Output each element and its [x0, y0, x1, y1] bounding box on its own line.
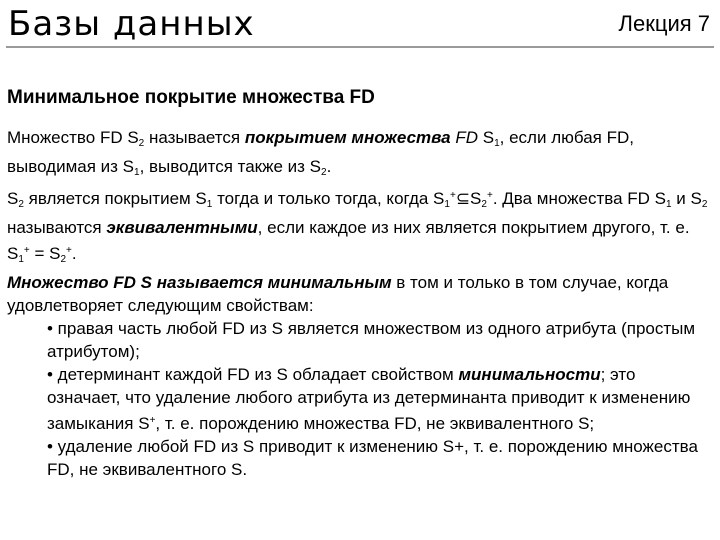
- minimal-definition-paragraph: [7, 271, 713, 317]
- slide-header: [0, 0, 720, 50]
- subscript: 2: [701, 199, 708, 210]
- text: S: [7, 189, 19, 208]
- subscript: 2: [138, 138, 145, 149]
- text: .: [71, 244, 77, 263]
- superscript: +: [149, 415, 156, 426]
- text: = S: [29, 244, 61, 263]
- cover-definition-paragraph: [7, 126, 713, 184]
- text: в том и только в том случае, когда удовлетворяет следующим свойствам:: [7, 273, 669, 315]
- text: называются: [7, 218, 107, 237]
- term-fd: FD: [450, 128, 479, 147]
- text: и S: [671, 189, 702, 208]
- subscript: 2: [481, 199, 487, 210]
- text: . Два множества FD S: [492, 189, 666, 208]
- text: • детерминант каждой FD из S обладает свойством: [47, 365, 459, 384]
- text: , если каждое из них является покрытием другого, т. е. S: [7, 218, 690, 263]
- list-item: • удаление любой FD из S приводит к изменению S+, т. е. порождению множества FD, не эквивалентного S.: [47, 437, 698, 479]
- text: ⊆S: [455, 189, 482, 208]
- subscript: 1: [444, 199, 450, 210]
- term-cover: покрытием множества: [244, 128, 451, 147]
- header-divider: [6, 46, 714, 48]
- subscript: 1: [665, 199, 672, 210]
- superscript: +: [449, 190, 456, 201]
- subscript: 1: [134, 167, 140, 178]
- list-item: • правая часть любой FD из S является множеством из одного атрибута (простым атрибутом);: [47, 319, 696, 361]
- text: тогда и только тогда, когда S: [212, 189, 445, 208]
- text: является покрытием S: [23, 189, 207, 208]
- subscript: 2: [321, 167, 327, 178]
- text: .: [326, 157, 332, 176]
- superscript: +: [23, 245, 30, 256]
- superscript: +: [66, 245, 72, 256]
- lecture-label: Лекция 7: [618, 11, 710, 36]
- text: ; это означает, что удаление любого атрибута из детерминанта приводит к изменению замыкания S: [47, 365, 691, 433]
- subscript: 1: [494, 138, 500, 149]
- text: называется: [144, 128, 245, 147]
- slide-title: Базы данных: [8, 4, 255, 44]
- slide-content: [7, 86, 713, 481]
- text: , выводится также из S: [139, 157, 322, 176]
- subscript: 1: [206, 199, 213, 210]
- subscript: 2: [60, 254, 67, 265]
- subscript: 1: [18, 254, 24, 265]
- list-item: [47, 363, 713, 435]
- section-title: Минимальное покрытие множества FD: [7, 87, 375, 108]
- equivalence-paragraph: [7, 184, 713, 271]
- term-equivalent: эквивалентными: [106, 218, 258, 237]
- text: , т. е. порождению множества FD, не эквивалентного S;: [155, 414, 595, 433]
- term-minimal: Множество FD S называется минимальным: [7, 273, 392, 292]
- text: , если любая FD, выводимая из S: [7, 128, 634, 176]
- superscript: +: [486, 190, 493, 201]
- text: Множество FD S: [7, 128, 139, 147]
- property-list: [7, 317, 713, 481]
- text: S: [478, 128, 495, 147]
- subscript: 2: [18, 199, 24, 210]
- term-minimality: минимальности: [458, 365, 601, 384]
